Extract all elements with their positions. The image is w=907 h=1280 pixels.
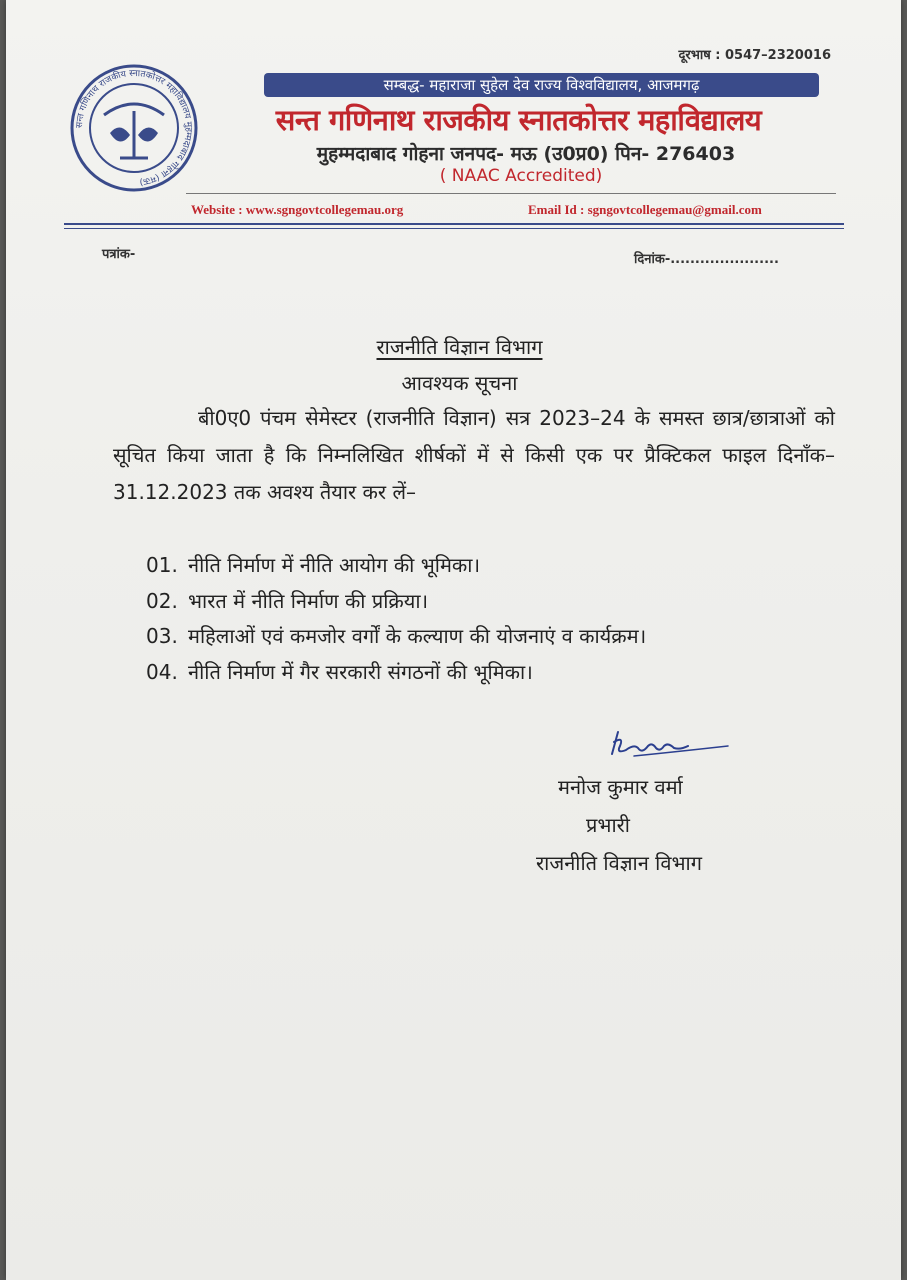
header-divider [186, 193, 836, 194]
signatory-role: प्रभारी [586, 813, 630, 837]
reference-number-label: पत्रांक- [102, 247, 136, 262]
topic-number: 03. [146, 624, 178, 648]
phone-number: दूरभाष : 0547–2320016 [678, 48, 831, 63]
topic-text: नीति निर्माण में गैर सरकारी संगठनों की भूमिका। [188, 659, 533, 684]
signatory-department: राजनीति विज्ञान विभाग [536, 851, 702, 875]
notice-body: बी0ए0 पंचम सेमेस्टर (राजनीति विज्ञान) सत्र 2023–24 के समस्त छात्र/छात्राओं को सूचित किया जाता है कि निम्नलिखित शीर्षकों में से किसी एक पर प्रैक्टिकल फाइल दिनाँक–31.12.2023 तक अवश्य तैयार कर लें– [113, 406, 835, 504]
college-name: सन्त गणिनाथ राजकीय स्नातकोत्तर महाविद्यालय [275, 103, 762, 137]
date-label: दिनांक-...................... [634, 252, 779, 267]
department-heading: राजनीति विज्ञान विभाग [376, 335, 543, 359]
affiliation-banner: सम्बद्ध- महाराजा सुहेल देव राज्य विश्वविद्यालय, आजमगढ़ [264, 73, 819, 97]
topic-text: महिलाओं एवं कमजोर वर्गों के कल्याण की योजनाएं व कार्यक्रम। [188, 624, 647, 648]
list-item [146, 548, 846, 584]
header-double-rule [64, 223, 844, 229]
topic-number: 04. [146, 659, 178, 684]
topic-list [146, 548, 846, 690]
list-item [146, 584, 846, 620]
handwritten-signature-icon [604, 724, 734, 764]
letter-page [6, 0, 901, 1280]
naac-label: ( NAAC Accredited) [439, 166, 603, 186]
signature-block [536, 768, 814, 882]
topic-text: नीति निर्माण में नीति आयोग की भूमिका। [188, 553, 481, 577]
college-address: मुहम्मदाबाद गोहना जनपद- मऊ (उ0प्र0) पिन- 276403 [316, 143, 736, 165]
topic-number: 01. [146, 553, 178, 577]
list-item [146, 655, 846, 691]
topic-text: भारत में नीति निर्माण की प्रक्रिया। [188, 588, 429, 613]
notice-title: आवश्यक सूचना [401, 371, 518, 395]
seal-ring-text: सन्त गणिनाथ राजकीय स्नातकोत्तर महाविद्यालय मुहम्मदाबाद गोहना (मऊ) [74, 68, 194, 187]
list-item [146, 619, 846, 655]
email-link[interactable]: Email Id : sgngovtcollegemau@gmail.com [528, 202, 762, 217]
topic-number: 02. [146, 588, 178, 613]
website-link[interactable]: Website : www.sgngovtcollegemau.org [191, 202, 404, 217]
college-seal-icon [64, 63, 204, 193]
signatory-name: मनोज कुमार वर्मा [558, 775, 683, 799]
